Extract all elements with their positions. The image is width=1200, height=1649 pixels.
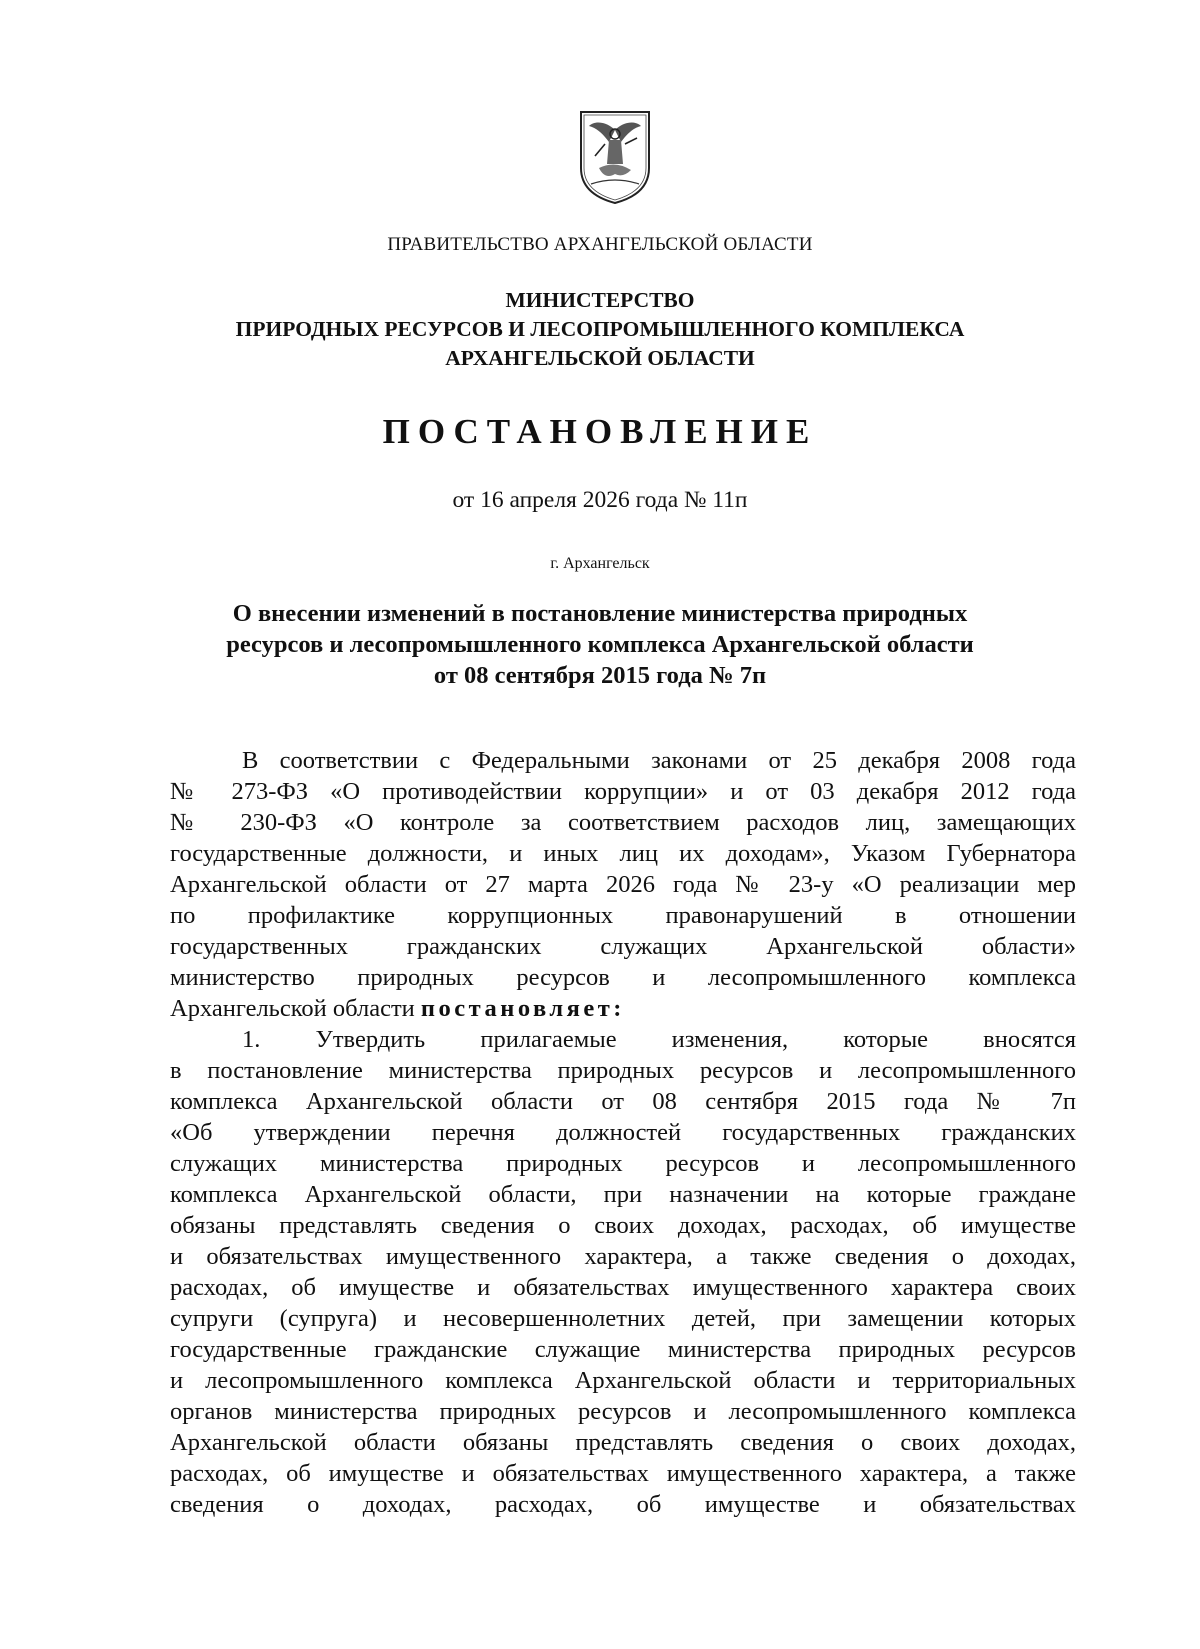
item-1-line: Архангельской области обязаны представлять сведения о своих доходах, <box>170 1429 1076 1456</box>
document-city: г. Архангельск <box>550 555 650 572</box>
item-1-line: государственные гражданские служащие министерства природных ресурсов <box>170 1336 1076 1363</box>
body-line-text: Архангельской области <box>170 995 415 1022</box>
ministry-line: ПРИРОДНЫХ РЕСУРСОВ И ЛЕСОПРОМЫШЛЕННОГО КОМПЛЕКСА <box>235 317 965 341</box>
item-1-line: служащих министерства природных ресурсов и лесопромышленного <box>170 1150 1076 1177</box>
item-1-line: и лесопромышленного комплекса Архангельской области и территориальных <box>170 1367 1076 1394</box>
document-subject <box>190 598 1010 691</box>
item-1-line: расходах, об имуществе и обязательствах имущественного характера, а также <box>170 1460 1076 1487</box>
decree-word: постановляет: <box>420 995 625 1022</box>
item-1-line: 1. Утвердить прилагаемые изменения, которые вносятся <box>242 1026 1076 1053</box>
item-1-line: органов министерства природных ресурсов и лесопромышленного комплекса <box>170 1398 1076 1425</box>
document-type: ПОСТАНОВЛЕНИЕ <box>382 412 818 451</box>
item-1-line: супруги (супруга) и несовершеннолетних детей, при замещении которых <box>170 1305 1076 1332</box>
ministry-name <box>0 286 1200 373</box>
item-1-line: сведения о доходах, расходах, об имуществе и обязательствах <box>170 1491 1076 1518</box>
item-1-line: расходах, об имуществе и обязательствах имущественного характера своих <box>170 1274 1076 1301</box>
item-1-line: комплекса Архангельской области от 08 сентября 2015 года № 7п <box>170 1088 1076 1115</box>
item-1-line: обязаны представлять сведения о своих доходах, расходах, об имуществе <box>170 1212 1076 1239</box>
body-line: Архангельской области от 27 марта 2026 года № 23-у «О реализации мер <box>170 871 1076 898</box>
government-name: ПРАВИТЕЛЬСТВО АРХАНГЕЛЬСКОЙ ОБЛАСТИ <box>387 234 813 255</box>
body-line: государственные должности, и иных лиц их доходам», Указом Губернатора <box>170 840 1076 867</box>
body-line: № 273-ФЗ «О противодействии коррупции» и от 03 декабря 2012 года <box>170 778 1076 805</box>
body-line: государственных гражданских служащих Архангельской области» <box>170 933 1076 960</box>
subject-line: от 08 сентября 2015 года № 7п <box>433 662 767 689</box>
body-line: № 230-ФЗ «О контроле за соответствием расходов лиц, замещающих <box>170 809 1076 836</box>
item-1-line: «Об утверждении перечня должностей государственных гражданских <box>170 1119 1076 1146</box>
document-body <box>170 745 1076 1520</box>
item-1-line: и обязательствах имущественного характера, а также сведения о доходах, <box>170 1243 1076 1270</box>
subject-line: О внесении изменений в постановление министерства природных <box>232 600 968 627</box>
item-1-line: комплекса Архангельской области, при назначении на которые граждане <box>170 1181 1076 1208</box>
body-line: министерство природных ресурсов и лесопромышленного комплекса <box>170 964 1076 991</box>
subject-line: ресурсов и лесопромышленного комплекса Архангельской области <box>226 631 974 658</box>
item-1-line: в постановление министерства природных ресурсов и лесопромышленного <box>170 1057 1076 1084</box>
body-line <box>170 993 1076 1024</box>
body-line: В соответствии с Федеральными законами от 25 декабря 2008 года <box>242 747 1076 774</box>
ministry-line: АРХАНГЕЛЬСКОЙ ОБЛАСТИ <box>445 346 755 370</box>
coat-of-arms-emblem <box>575 108 655 206</box>
document-date-number: от 16 апреля 2026 года № 11п <box>452 487 748 513</box>
body-line: по профилактике коррупционных правонарушений в отношении <box>170 902 1076 929</box>
ministry-line: МИНИСТЕРСТВО <box>505 288 695 312</box>
